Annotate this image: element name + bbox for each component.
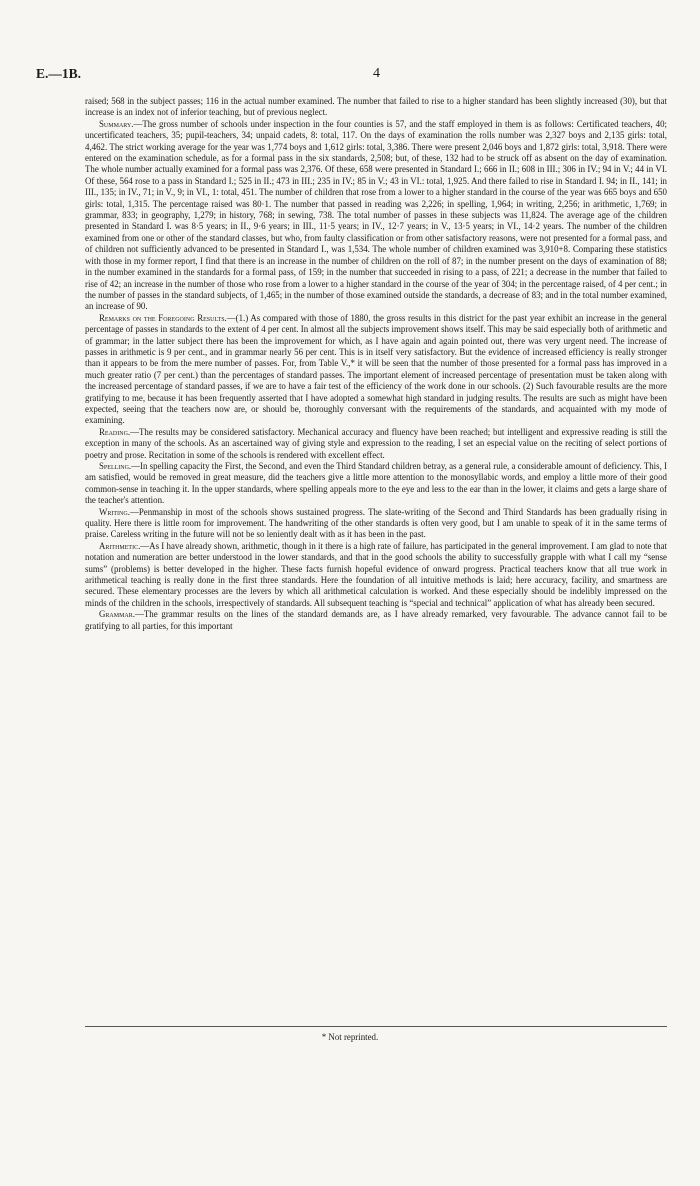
remarks-text: —(1.) As compared with those of 1880, the gross results in this district for the past year exhibit an increase in the general percentage of passes in standards to the extent of 4 per cent. In almost all the subjects improvement shows itself. This may be said especially both of arithmetic and of grammar; in the latter subject there has been the improvement for which, as I have again and again pointed out, there was very urgent need. The increase of passes in arithmetic is 9 per cent., and in grammar nearly 56 per cent. This is in itself very satisfactory. But the evidence of increased efficiency is really stronger than it appears to be from the mere number of passes. For, from Table V.,* it will be seen that the number of those presented for a formal pass has improved in a much greater ratio (7 per cent.) than the percentages of standard passes. The important element of increased percentage of presentation must be taken along with the increased percentage of standard passes, if we are to have a fair test of the efficiency of the work done in our schools. (2) Such favourable results are the more gratifying to me, because it has been frequently asserted that I have adopted a somewhat high standard in judging results. The results are such as might have been expected, seeing that the teachers now are, or should be, thoroughly conversant with the requirements of the standards, and acquainted with my mode of examining. [85,312,667,426]
arithmetic-heading: Arithmetic. [99,540,141,551]
writing-paragraph [85,507,667,541]
remarks-heading: Remarks on the Foregoing Results. [99,312,227,323]
page-header [36,66,664,82]
summary-heading: Summary. [99,118,134,129]
report-body [85,96,667,632]
spelling-paragraph [85,461,667,507]
remarks-paragraph [85,313,667,427]
writing-text: —Penmanship in most of the schools shows sustained progress. The slate-writing of the Second and Third Standards has been gradually rising in quality. Here there is little room for improvement. The handwriting of the other standards is often very good, but I am unable to speak of it in the same terms of praise. Careless writing in the future will not be so leniently dealt with as it has been in the past. [85,506,667,540]
reading-paragraph [85,427,667,461]
summary-paragraph [85,119,667,313]
page-number: 4 [373,66,380,81]
footnote-rule [85,1026,667,1027]
grammar-paragraph [85,609,667,632]
grammar-heading: Grammar. [99,609,135,620]
writing-heading: Writing. [99,506,130,517]
grammar-text: —The grammar results on the lines of the standard demands are, as I have already remarked, very favourable. The advance cannot fail to be gratifying to all parties, for this important [85,609,667,631]
document-reference: E.—1B. [36,66,82,81]
arithmetic-paragraph [85,541,667,609]
summary-text: —The gross number of schools under inspection in the four counties is 57, and the staff employed in them is as follows: Certificated teachers, 40; uncertificated teachers, 35; pupil-teachers, 34; unpaid cadets, 8: total, 117. On the days of examination the rolls number was 2,327 boys and 2,135 girls: total, 4,462. The strict working average for the year was 1,774 boys and 1,612 girls: total, 3,386. There were present 2,046 boys and 1,872 girls: total, 3,918. There were entered on the examination schedule, as for a formal pass in the six standards, 2,508; but, of these, 132 had to be struck off as absent on the day of examination. The whole number actually examined for a formal pass was 2,376. Of these, 658 were presented in Standard I.; 666 in II.; 608 in III.; 306 in IV.; 94 in V.; 44 in VI. Of these, 564 rose to a pass in Standard I.; 525 in II.; 473 in III.; 235 in IV.; 85 in V.; 43 in VI.: total, 1,925. And there failed to rise in Standard I. 94; in II., 141; in III., 135; in IV., 71; in V., 9; in VI., 1: total, 451. The number of children that rose from a lower to a higher standard in the course of the year was 665 boys and 650 girls: total, 1,315. The percentage raised was 80·1. The number that passed in reading was 2,226; in spelling, 1,964; in writing, 2,256; in arithmetic, 1,769; in grammar, 833; in geography, 1,279; in history, 768; in sewing, 738. The total number of passes in these subjects was 11,824. The average age of the children presented in Standard I. was 8·5 years; in II., 9·6 years; in III., 11·5 years; in IV., 12·7 years; in V., 13·5 years; in VI., 14·2 years. The number of the children examined from one or other of the standard classes, but who, from faulty classification or from other satisfactory reasons, were not presented for a formal pass, and of children not sufficiently advanced to be presented in Standard I., was 1,534. The whole number of children examined was 3,910+8. Comparing these statistics with those in my former report, I find that there is an increase in the number of children on the roll of 87; in the number present on the days of examination of 88; in the number examined in the standards for a formal pass, of 159; in the number that succeeded in rising to a pass, of 221; a decrease in the number that failed to rise of 42; an increase in the number of those who rose from a lower to a higher standard in the course of the year of 304; in the percentage raised, of 4 per cent.; in the number of passes in the standard subjects, of 1,465; in the number of those examined outside the standards, a decrease of 83; and in the total number examined, an increase of 90. [85,118,667,312]
spelling-text: —In spelling capacity the First, the Second, and even the Third Standard children betray, as a general rule, a considerable amount of deficiency. This, I am satisfied, would be removed in great measure, did the teachers give a little more attention to the monosyllabic words, and employ a little more of their good common-sense in teaching it. In the upper standards, where spelling appeals more to the eye and less to the ear than in the lower, it claims and gets a large share of the teacher's attention. [85,461,667,506]
footnote: * Not reprinted. [321,1032,379,1042]
reading-text: —The results may be considered satisfactory. Mechanical accuracy and fluency have been reached; but intelligent and expressive reading is still the exception in many of the schools. As an ascertained way of giving style and expression to the reading, I set an especial value on the reciting of select portions of poetry and prose. Recitation in some of the schools is rendered with excellent effect. [85,426,667,460]
intro-text: raised; 568 in the subject passes; 116 in the actual number examined. The number that failed to rise to a higher standard has been slightly increased (30), but that increase is an index not of inferior teaching, but of previous neglect. [85,96,667,118]
intro-paragraph [85,96,667,119]
spelling-heading: Spelling. [99,461,132,471]
arithmetic-text: —As I have already shown, arithmetic, though in it there is a high rate of failure, has participated in the general improvement. I am glad to note that notation and numeration are better understood in the lower standards, and that in the good schools the ability to successfully grapple with what I call my “sense sums” (problems) is better developed in the higher. These facts furnish hopeful evidence of onward progress. Practical teachers know that all true work in arithmetical teaching is really done in the first three standards. Here the foundation of all intuitive methods is laid; here accuracy, facility, and smartness are secured. These elementary processes are the levers by which all arithmetical calculation is worked. And these especially should be indelibly impressed on the minds of the children in the schools, irrespectively of standards. All subsequent teaching is “special and technical” application of what has already been secured. [85,540,667,608]
reading-heading: Reading. [99,426,131,437]
